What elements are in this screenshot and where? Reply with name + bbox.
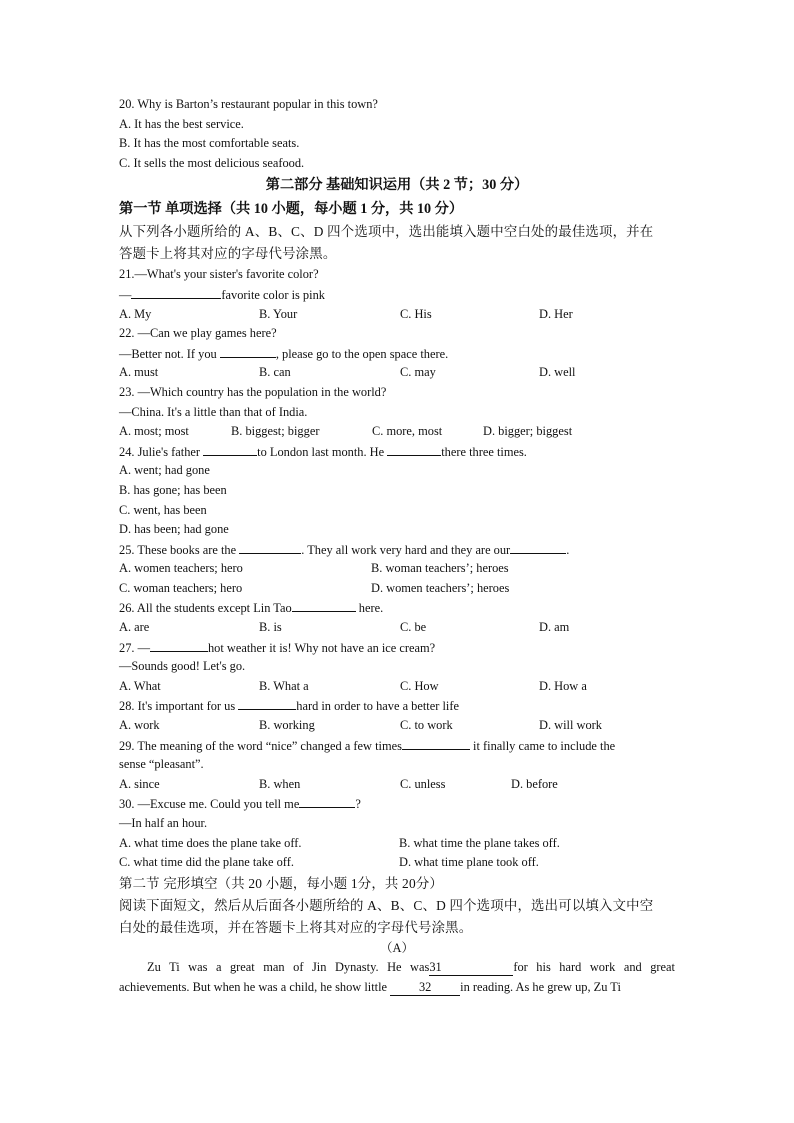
passage-line1-pre: Zu Ti was a great man of Jin Dynasty. He was — [147, 960, 430, 975]
q23-option-b: B. biggest; bigger — [231, 424, 320, 439]
q24-option-b: B. has gone; has been — [119, 482, 227, 497]
q26-option-c: C. be — [400, 620, 427, 635]
q28-option-d: D. will work — [539, 718, 602, 733]
q25-stem-post: . — [566, 542, 570, 557]
q25-option-d: D. women teachers’; heroes — [371, 580, 510, 595]
q21-option-a: A. My — [119, 306, 152, 321]
passage-line1 — [119, 958, 675, 978]
q29-option-d: D. before — [511, 776, 558, 791]
q25-stem-pre: 25. These books are the — [119, 542, 240, 557]
q25-option-c: C. woman teachers; hero — [119, 580, 243, 595]
part2-title: 第二部分 基础知识运用（共 2 节；30 分） — [265, 177, 529, 194]
q20-option-b: B. It has the most comfortable seats. — [119, 136, 300, 151]
q25-stem — [119, 540, 675, 560]
q28-option-b: B. working — [259, 718, 315, 733]
q26-stem-pre: 26. All the students except Lin Tao — [119, 601, 292, 616]
q27-option-c: C. How — [400, 678, 439, 693]
q28-option-a: A. work — [119, 718, 160, 733]
q25-option-b: B. woman teachers’; heroes — [371, 561, 509, 576]
q30-option-c: C. what time did the plane take off. — [119, 855, 294, 870]
section2-instructions-line1: 阅读下面短文，然后从后面各小题所给的 A、B、C、D 四个选项中，选出可以填入文中空 — [119, 897, 654, 913]
q25-stem-mid: . They all work very hard and they are our — [301, 542, 511, 557]
q24-blank-2 — [387, 442, 441, 456]
q24-option-c: C. went, has been — [119, 502, 207, 517]
q27-stem — [119, 638, 675, 658]
q29-stem — [119, 736, 675, 756]
q29-stem-line2: sense “pleasant”. — [119, 757, 204, 772]
q23-option-c: C. more, most — [372, 424, 443, 439]
q30-stem — [119, 794, 675, 814]
q23-answer-line: —China. It's a little than that of India. — [119, 404, 308, 419]
q25-options-row1 — [119, 559, 675, 579]
q28-stem — [119, 696, 675, 716]
q22-option-d: D. well — [539, 365, 576, 380]
q29-option-a: A. since — [119, 776, 160, 791]
passage-line2-pre: achievements. But when he was a child, he show little — [119, 979, 391, 994]
q28-stem-post: hard in order to have a better life — [296, 699, 459, 714]
q29-option-c: C. unless — [400, 776, 446, 791]
q28-option-c: C. to work — [400, 718, 453, 733]
q27-options — [119, 677, 675, 697]
q20-option-a: A. It has the best service. — [119, 116, 244, 131]
q29-stem-pre: 29. The meaning of the word “nice” changed a few times — [119, 738, 402, 753]
q26-option-d: D. am — [539, 620, 570, 635]
section1-title: 第一节 单项选择（共 10 小题，每小题 1 分，共 10 分） — [119, 201, 464, 218]
passage-line2 — [119, 978, 675, 998]
q22-blank — [220, 344, 276, 358]
q27-blank — [150, 638, 208, 652]
q27-answer-line: —Sounds good! Let's go. — [119, 659, 246, 674]
q21-answer-text: favorite color is pink — [221, 287, 325, 302]
q21-stem: 21.—What's your sister's favorite color? — [119, 267, 319, 282]
section2-instructions-line2: 白处的最佳选项，并在答题卡上将其对应的字母代号涂黑。 — [119, 919, 473, 935]
q28-stem-pre: 28. It's important for us — [119, 699, 239, 714]
blank-31: 31 — [429, 960, 513, 976]
q27-option-a: A. What — [119, 678, 161, 693]
q28-options — [119, 716, 675, 736]
q24-option-a: A. went; had gone — [119, 463, 210, 478]
q21-option-c: C. His — [400, 306, 432, 321]
blank-32: 32 — [390, 980, 460, 996]
q30-option-a: A. what time does the plane take off. — [119, 835, 302, 850]
q20-option-c: C. It sells the most delicious seafood. — [119, 155, 305, 170]
q22-option-c: C. may — [400, 365, 436, 380]
q27-stem-post: hot weather it is! Why not have an ice cream? — [207, 640, 436, 655]
q26-option-a: A. are — [119, 620, 150, 635]
q22-option-b: B. can — [259, 365, 291, 380]
q21-options — [119, 305, 675, 325]
passage-line1-post: for his hard work and great — [513, 960, 675, 975]
q22-answer-line — [119, 344, 675, 364]
passage-label: （A） — [380, 940, 414, 955]
q23-option-a: A. most; most — [119, 424, 189, 439]
q30-options-row1 — [119, 834, 675, 854]
q30-stem-pre: 30. —Excuse me. Could you tell me — [119, 797, 300, 812]
q21-answer-line — [119, 285, 675, 305]
q24-option-d: D. has been; had gone — [119, 522, 229, 537]
q26-options — [119, 618, 675, 638]
q25-blank-2 — [510, 540, 566, 554]
q26-stem-post: here. — [355, 601, 384, 616]
q24-stem-post: there three times. — [441, 444, 527, 459]
q22-stem: 22. —Can we play games here? — [119, 326, 277, 341]
q30-blank — [299, 794, 355, 808]
q23-stem: 23. —Which country has the population in the world? — [119, 384, 387, 399]
q30-options-row2 — [119, 853, 675, 873]
q21-blank — [131, 285, 221, 299]
q29-options — [119, 775, 675, 795]
q21-option-d: D. Her — [539, 306, 573, 321]
q29-blank — [402, 736, 470, 750]
q28-blank — [238, 696, 296, 710]
q22-answer-pre: —Better not. If you — [119, 346, 220, 361]
q25-blank-1 — [239, 540, 301, 554]
q22-answer-post: , please go to the open space there. — [275, 346, 449, 361]
q23-options — [119, 422, 675, 442]
q26-stem — [119, 598, 675, 618]
q27-option-b: B. What a — [259, 678, 309, 693]
q29-stem-post: it finally came to include the — [469, 738, 616, 753]
q22-options — [119, 363, 675, 383]
q27-option-d: D. How a — [539, 678, 587, 693]
exam-content — [119, 95, 675, 998]
passage-line2-post: in reading. As he grew up, Zu Ti — [460, 979, 621, 994]
q30-option-b: B. what time the plane takes off. — [399, 835, 560, 850]
q22-option-a: A. must — [119, 365, 159, 380]
q21-dash: — — [119, 287, 132, 302]
q25-option-a: A. women teachers; hero — [119, 561, 243, 576]
q29-option-b: B. when — [259, 776, 301, 791]
q21-option-b: B. Your — [259, 306, 298, 321]
q23-option-d: D. bigger; biggest — [483, 424, 573, 439]
q24-stem-mid: to London last month. He — [257, 444, 388, 459]
section2-title: 第二节 完形填空（共 20 小题，每小题 1分，共 20分） — [119, 875, 444, 891]
q20-stem: 20. Why is Barton’s restaurant popular in this town? — [119, 97, 378, 111]
q24-stem-pre: 24. Julie's father — [119, 444, 204, 459]
section1-instructions-line1: 从下列各小题所给的 A、B、C、D 四个选项中，选出能填入题中空白处的最佳选项，并在 — [119, 224, 654, 240]
q25-options-row2 — [119, 579, 675, 599]
q24-stem — [119, 442, 675, 462]
section1-instructions-line2: 答题卡上将其对应的字母代号涂黑。 — [119, 246, 337, 262]
q24-blank-1 — [203, 442, 257, 456]
q27-stem-pre: 27. — — [119, 640, 150, 655]
q30-answer-line: —In half an hour. — [119, 816, 208, 830]
q30-option-d: D. what time plane took off. — [399, 855, 539, 870]
q26-option-b: B. is — [259, 620, 282, 635]
q30-stem-post: ? — [355, 797, 361, 812]
q26-blank — [292, 598, 356, 612]
